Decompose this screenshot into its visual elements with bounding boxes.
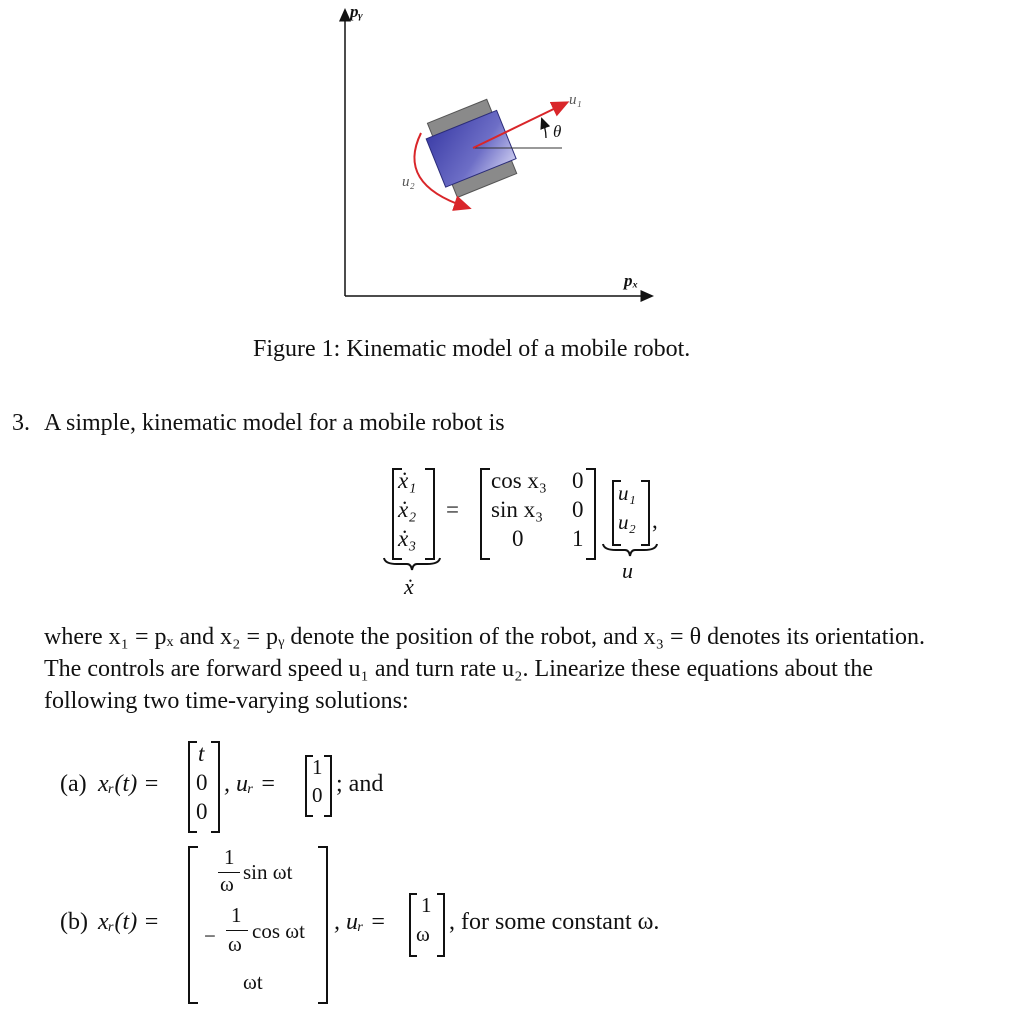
matrix-r1c1: cos x₃ bbox=[491, 468, 547, 493]
lhs-row-2: ẋ₂ bbox=[398, 497, 417, 522]
matrix-r2c2: 0 bbox=[572, 497, 584, 522]
part-b-row2-den: ω bbox=[228, 932, 242, 956]
part-b-row1-den: ω bbox=[220, 872, 234, 896]
part-b-row3: ωt bbox=[243, 970, 263, 994]
py-label: pᵧ bbox=[350, 2, 363, 21]
rhs-row-2: u₂ bbox=[618, 510, 636, 534]
robot bbox=[421, 97, 521, 200]
part-b-label: (b) bbox=[60, 909, 88, 935]
lhs-row-1: ẋ₁ bbox=[398, 468, 417, 493]
matrix-r3c1: 0 bbox=[512, 526, 524, 551]
figure-caption: Figure 1: Kinematic model of a mobile robot. bbox=[253, 336, 691, 362]
body-line-2: The controls are forward speed u₁ and turn rate u₂. Linearize these equations about the bbox=[44, 656, 874, 682]
matrix-r3c2: 1 bbox=[572, 526, 584, 551]
part-a-ur: , uᵣ = bbox=[224, 771, 277, 797]
rhs-brace-label: u bbox=[622, 558, 633, 583]
lhs-underbrace bbox=[383, 556, 441, 572]
theta-arc-arrow bbox=[543, 122, 546, 138]
part-a-label: (a) bbox=[60, 771, 87, 797]
part-b-xr: xᵣ(t) = bbox=[98, 909, 160, 935]
part-b-row2-fn: cos ωt bbox=[252, 919, 305, 943]
equation-comma: , bbox=[652, 508, 658, 533]
rhs-underbrace bbox=[602, 542, 658, 558]
theta-label: θ bbox=[553, 122, 562, 141]
lhs-row-3: ẋ₃ bbox=[398, 526, 417, 551]
matrix-r1c2: 0 bbox=[572, 468, 584, 493]
lhs-brace-label: ẋ bbox=[404, 574, 414, 599]
part-a-vec-x-2: 0 bbox=[196, 770, 208, 795]
part-a-vec-x-1: t bbox=[198, 741, 205, 766]
part-b-vec-u-2: ω bbox=[416, 922, 430, 946]
part-b-row2-fracbar bbox=[226, 930, 248, 931]
part-b-row2-sign: − bbox=[204, 924, 216, 948]
part-a-vec-x-3: 0 bbox=[196, 799, 208, 824]
problem-intro: A simple, kinematic model for a mobile robot is bbox=[44, 410, 505, 436]
part-b-row2-num: 1 bbox=[231, 903, 242, 927]
part-b-vec-u-1: 1 bbox=[421, 893, 432, 917]
part-a-tail: ; and bbox=[336, 771, 384, 797]
part-b-tail: , for some constant ω. bbox=[449, 909, 660, 935]
matrix-r2c1: sin x₃ bbox=[491, 497, 544, 522]
px-label: pₓ bbox=[624, 271, 639, 290]
equation-equals: = bbox=[446, 497, 459, 522]
part-b-row1-fn: sin ωt bbox=[243, 860, 293, 884]
body-line-3: following two time-varying solutions: bbox=[44, 688, 409, 714]
part-b-row1-num: 1 bbox=[224, 845, 235, 869]
robot-figure bbox=[0, 0, 1017, 320]
part-a-vec-u-2: 0 bbox=[312, 783, 323, 807]
body-line-1: where x₁ = pₓ and x₂ = pᵧ denote the position of the robot, and x₃ = θ denotes its orientation. bbox=[44, 624, 926, 650]
u1-label: u₁ bbox=[569, 92, 582, 108]
part-b-ur: , uᵣ = bbox=[334, 909, 387, 935]
rhs-row-1: u₁ bbox=[618, 481, 636, 505]
problem-number: 3. bbox=[12, 410, 30, 436]
part-a-vec-u-1: 1 bbox=[312, 755, 323, 779]
u2-label: u₂ bbox=[402, 174, 415, 190]
part-a-xr: xᵣ(t) = bbox=[98, 771, 160, 797]
